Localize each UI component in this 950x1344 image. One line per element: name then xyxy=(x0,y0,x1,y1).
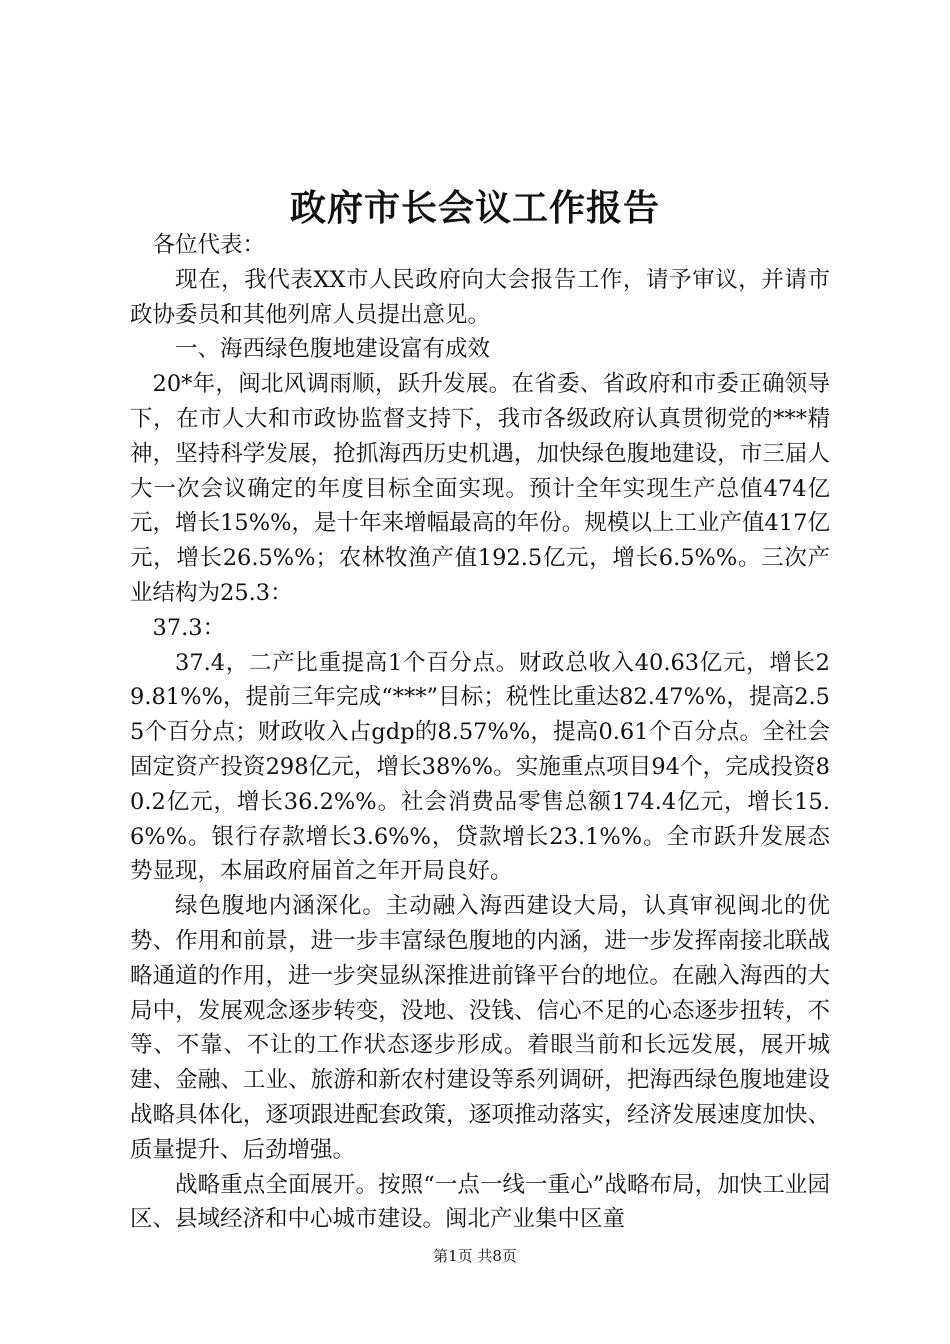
paragraph: 20*年，闽北风调雨顺，跃升发展。在省委、省政府和市委正确领导下，在市人大和市政协监督支持下，我市各级政府认真贯彻党的***精神，坚持科学发展，抢抓海西历史机遇，加快绿色腹地建设，市三届人大一次会议确定的年度目标全面实现。预计全年实现生产总值474亿元，增长15%%，是十年来增幅最高的年份。规模以上工业产值417亿元，增长26.5%%；农林牧渔产值192.5亿元，增长6.5%%。三次产业结构为25.3： xyxy=(130,371,830,606)
paragraph: 37.4，二产比重提高1个百分点。财政总收入40.63亿元，增长29.81%%，提前三年完成“***”目标；税性比重达82.47%%，提高2.55个百分点；财政收入占gdp的8.57%%，提高0.61个百分点。全社会固定资产投资298亿元，增长38%%。实施重点项目94个，完成投资80.2亿元，增长36.2%%。社会消费品零售总额174.4亿元，增长15.6%%。银行存款增长3.6%%，贷款增长23.1%%。全市跃升发展态势显现，本届政府届首之年开局良好。 xyxy=(130,649,830,885)
document-body xyxy=(130,228,830,1237)
page-indicator: 第1页 共8页 xyxy=(433,1247,517,1265)
paragraph: 绿色腹地内涵深化。主动融入海西建设大局，认真审视闽北的优势、作用和前景，进一步丰富绿色腹地的内涵，进一步发挥南接北联战略通道的作用，进一步突显纵深推进前锋平台的地位。在融入海西的大局中，发展观念逐步转变，没地、没钱、信心不足的心态逐步扭转，不等、不靠、不让的工作状态逐步形成。着眼当前和长远发展，展开城建、金融、工业、旅游和新农村建设等系列调研，把海西绿色腹地建设战略具体化，逐项跟进配套政策，逐项推动落实，经济发展速度加快、质量提升、后劲增强。 xyxy=(130,893,830,1163)
salutation: 各位代表： xyxy=(152,232,266,258)
paragraph: 现在，我代表XX市人民政府向大会报告工作，请予审议，并请市政协委员和其他列席人员提出意见。 xyxy=(130,266,830,328)
paragraph: 战略重点全面展开。按照“一点一线一重心”战略布局，加快工业园区、县域经济和中心城市建设。闽北产业集中区童 xyxy=(130,1171,830,1233)
paragraph: 37.3： xyxy=(152,614,226,641)
section-heading: 一、海西绿色腹地建设富有成效 xyxy=(175,336,491,363)
document-title: 政府市长会议工作报告 xyxy=(289,187,660,229)
